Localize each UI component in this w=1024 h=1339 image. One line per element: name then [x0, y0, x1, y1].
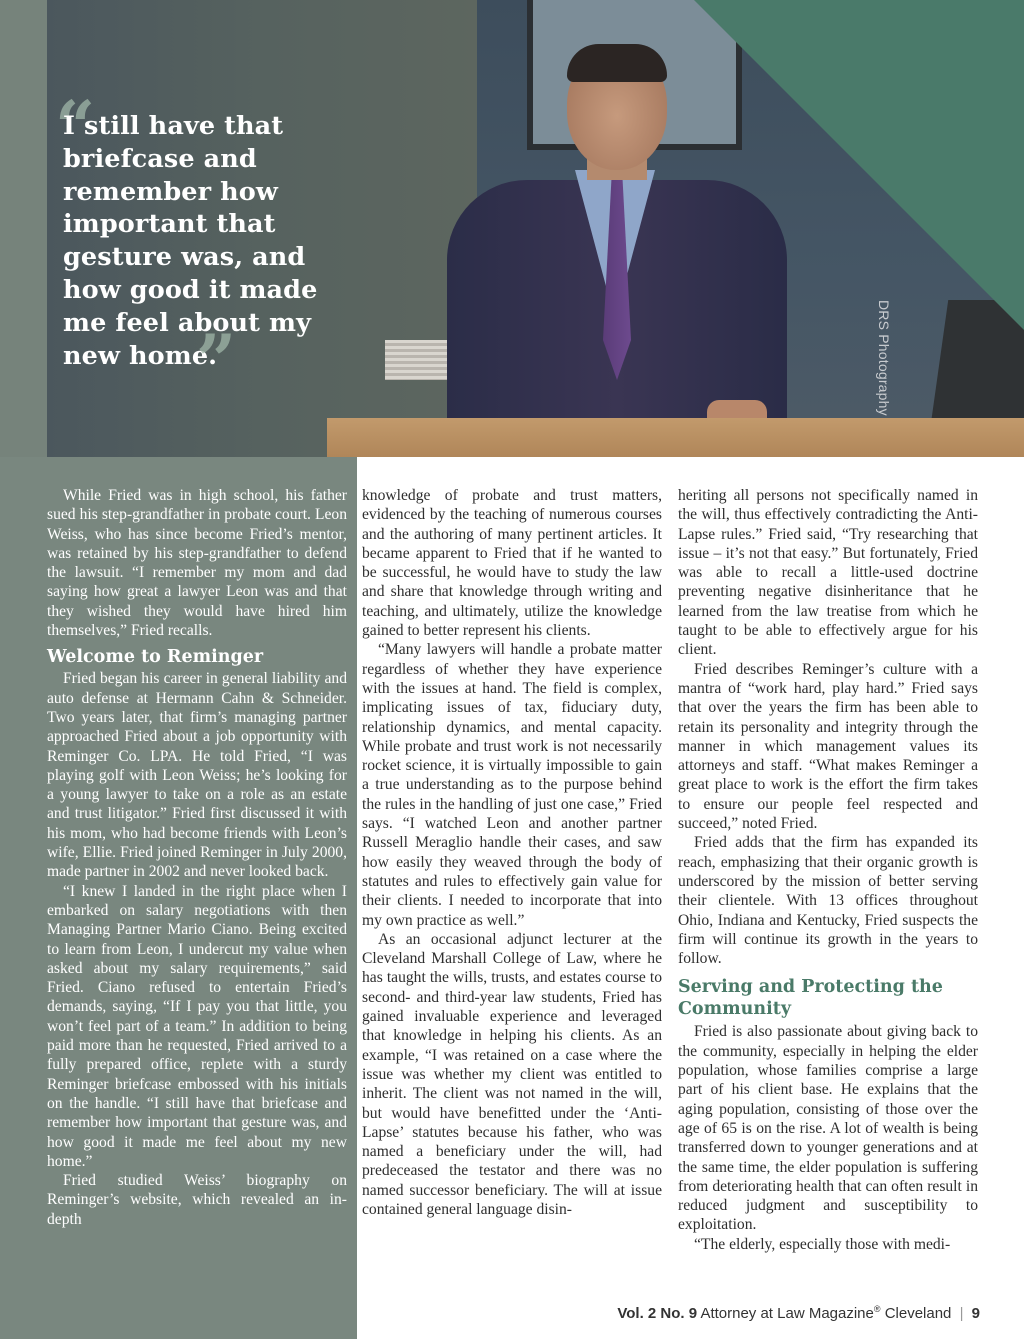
left-margin-band	[0, 0, 47, 457]
article-column-1	[47, 486, 347, 1229]
photo-desk	[327, 418, 1024, 457]
photo-hair	[567, 44, 667, 82]
photo-credit-text: DRS Photography	[876, 300, 892, 416]
paragraph: As an occasional adjunct lecturer at the Cleveland Marshall College of Law, where he has taught the wills, trusts, and estates course to second- and third-year law students, Fried has gained invaluable experience and leveraged that knowledge in helping his clients. As an example, “I was retained on a case where the issue was whether my client was entitled to inherit. The client was not named in the will, but would have benefitted under the ‘Anti-Lapse’ statutes because his father, who was named a beneficiary under the will, had predeceased the testator and there was no named successor beneficiary. The will at issue contained general language disin-	[362, 930, 662, 1218]
paragraph: knowledge of probate and trust matters, evidenced by the teaching of numerous courses and the authoring of many pertinent articles. It became apparent to Fried that if he wanted to be successful, he would have to study the law and share that knowledge through writing and teaching, and ultimately, utilize the knowledge gained to better represent his clients.	[362, 487, 662, 640]
article-column-3	[678, 486, 978, 1254]
photo-credit	[870, 300, 900, 435]
page-footer	[617, 1304, 980, 1322]
article-column-2	[362, 486, 662, 1219]
section-heading-welcome: Welcome to Reminger	[47, 647, 264, 668]
page-number: 9	[971, 1305, 980, 1322]
corner-accent-triangle	[694, 0, 1024, 330]
footer-registered-mark: ®	[873, 1304, 881, 1314]
section-heading-serving: Serving and Protecting the Community	[678, 977, 943, 1020]
paragraph: Fried describes Reminger’s culture with a mantra of “work hard, play hard.” Fried says that over the years the firm has been able to retain its personality and integrity through the manner in which management values its attorneys and staff. “What makes Reminger a great place to work is the effort the firm takes to ensure our people feel respected and succeed,” noted Fried.	[678, 660, 978, 833]
paragraph: Fried adds that the firm has expanded its reach, emphasizing that their organic growth is underscored by the mission of better serving their clientele. With 13 offices throughout Ohio, Indiana and Kentucky, Fried suspects the firm will continue its growth in the years to follow.	[678, 834, 978, 968]
paragraph: Fried began his career in general liability and auto defense at Hermann Cahn & Schneider. Two years later, that firm’s managing partner approached Fried about a job opportunity with Reminger Co. LPA. He told Fried, “I was playing golf with Leon Weiss; he’s looking for a young lawyer to take on a role as an estate and trust litigator.” Fried first discussed it with his mom, who had become friends with Leon’s wife, Ellie. Fried joined Reminger in July 2000, made partner in 2002 and never looked back.	[47, 670, 347, 881]
paragraph: While Fried was in high school, his father sued his step-grandfather in probate court. Leon Weiss, who has since become Fried’s mentor, was retained by his step-grandfather to defend the lawsuit. “I remember my mom and dad saying how great a lawyer Leon was and that they wished they would have hired him themselves,” Fried recalls.	[47, 487, 347, 640]
close-quote-mark-icon: ”	[196, 319, 237, 402]
open-quote-mark-icon: “	[55, 85, 96, 168]
footer-issue: Vol. 2 No. 9	[617, 1305, 698, 1322]
paragraph: “I knew I landed in the right place when I embarked on salary negotiations with then Managing Partner Mario Ciano. Being excited to learn from Leon, I undercut my value when asked about my salary requirements,” said Fried. Ciano refused to entertain Fried’s demands, saying, “If I pay you that little, you won’t feel part of a team.” In addition to being paid more than he requested, Fried arrived to a fully prepared office, replete with a sturdy Reminger briefcase embossed with his initials on the handle. “I still have that briefcase and remember how important that gesture was, and how good it made me feel about my new home.”	[47, 882, 347, 1170]
pull-quote-text: I still have that briefcase and remember how important that gesture was, and how good it made me feel about my new home.	[63, 111, 318, 371]
footer-city: Cleveland	[884, 1305, 952, 1322]
paragraph: Fried studied Weiss’ biography on Reminger’s website, which revealed an in-depth	[47, 1172, 347, 1228]
paragraph: “Many lawyers will handle a probate matter regardless of whether they have experience with the issues at hand. The field is complex, implicating issues of tax, fiduciary duty, relationship dynamics, and mental capacity. While probate and trust work is not necessarily rocket science, it is virtually impossible to gain a true understanding as to the purpose behind the rules in the handling of just one case,” Fried says. “I watched Leon and another partner Russell Meraglio handle their cases, and saw how easily they weaved through the body of statutes and rules to effectively gain value for their clients. I needed to incorporate that into my own practice as well.”	[362, 641, 662, 929]
paragraph: heriting all persons not specifically named in the will, thus effectively contradicting the Anti-Lapse rules.” Fried said, “Try researching that issue – it’s not that easy.” But fortunately, Fried was able to recall a little-used doctrine preventing negative disinheritance that he learned from the law treatise from which he taught to be able to effectively argue for his client.	[678, 487, 978, 659]
footer-magazine: Attorney at Law Magazine	[700, 1305, 874, 1322]
paragraph: “The elderly, especially those with medi-	[694, 1235, 951, 1253]
footer-separator: |	[959, 1305, 964, 1322]
paragraph: Fried is also passionate about giving back to the community, especially in helping the elder population, whose families comprise a large part of his client base. He explains that the aging population, consisting of those over the age of 65 is on the rise. A lot of wealth is being transferred down to younger generations and at the same time, the elder population is suffering from deteriorating health that can often result in reduced judgment and susceptibility to exploitation.	[678, 1023, 978, 1234]
